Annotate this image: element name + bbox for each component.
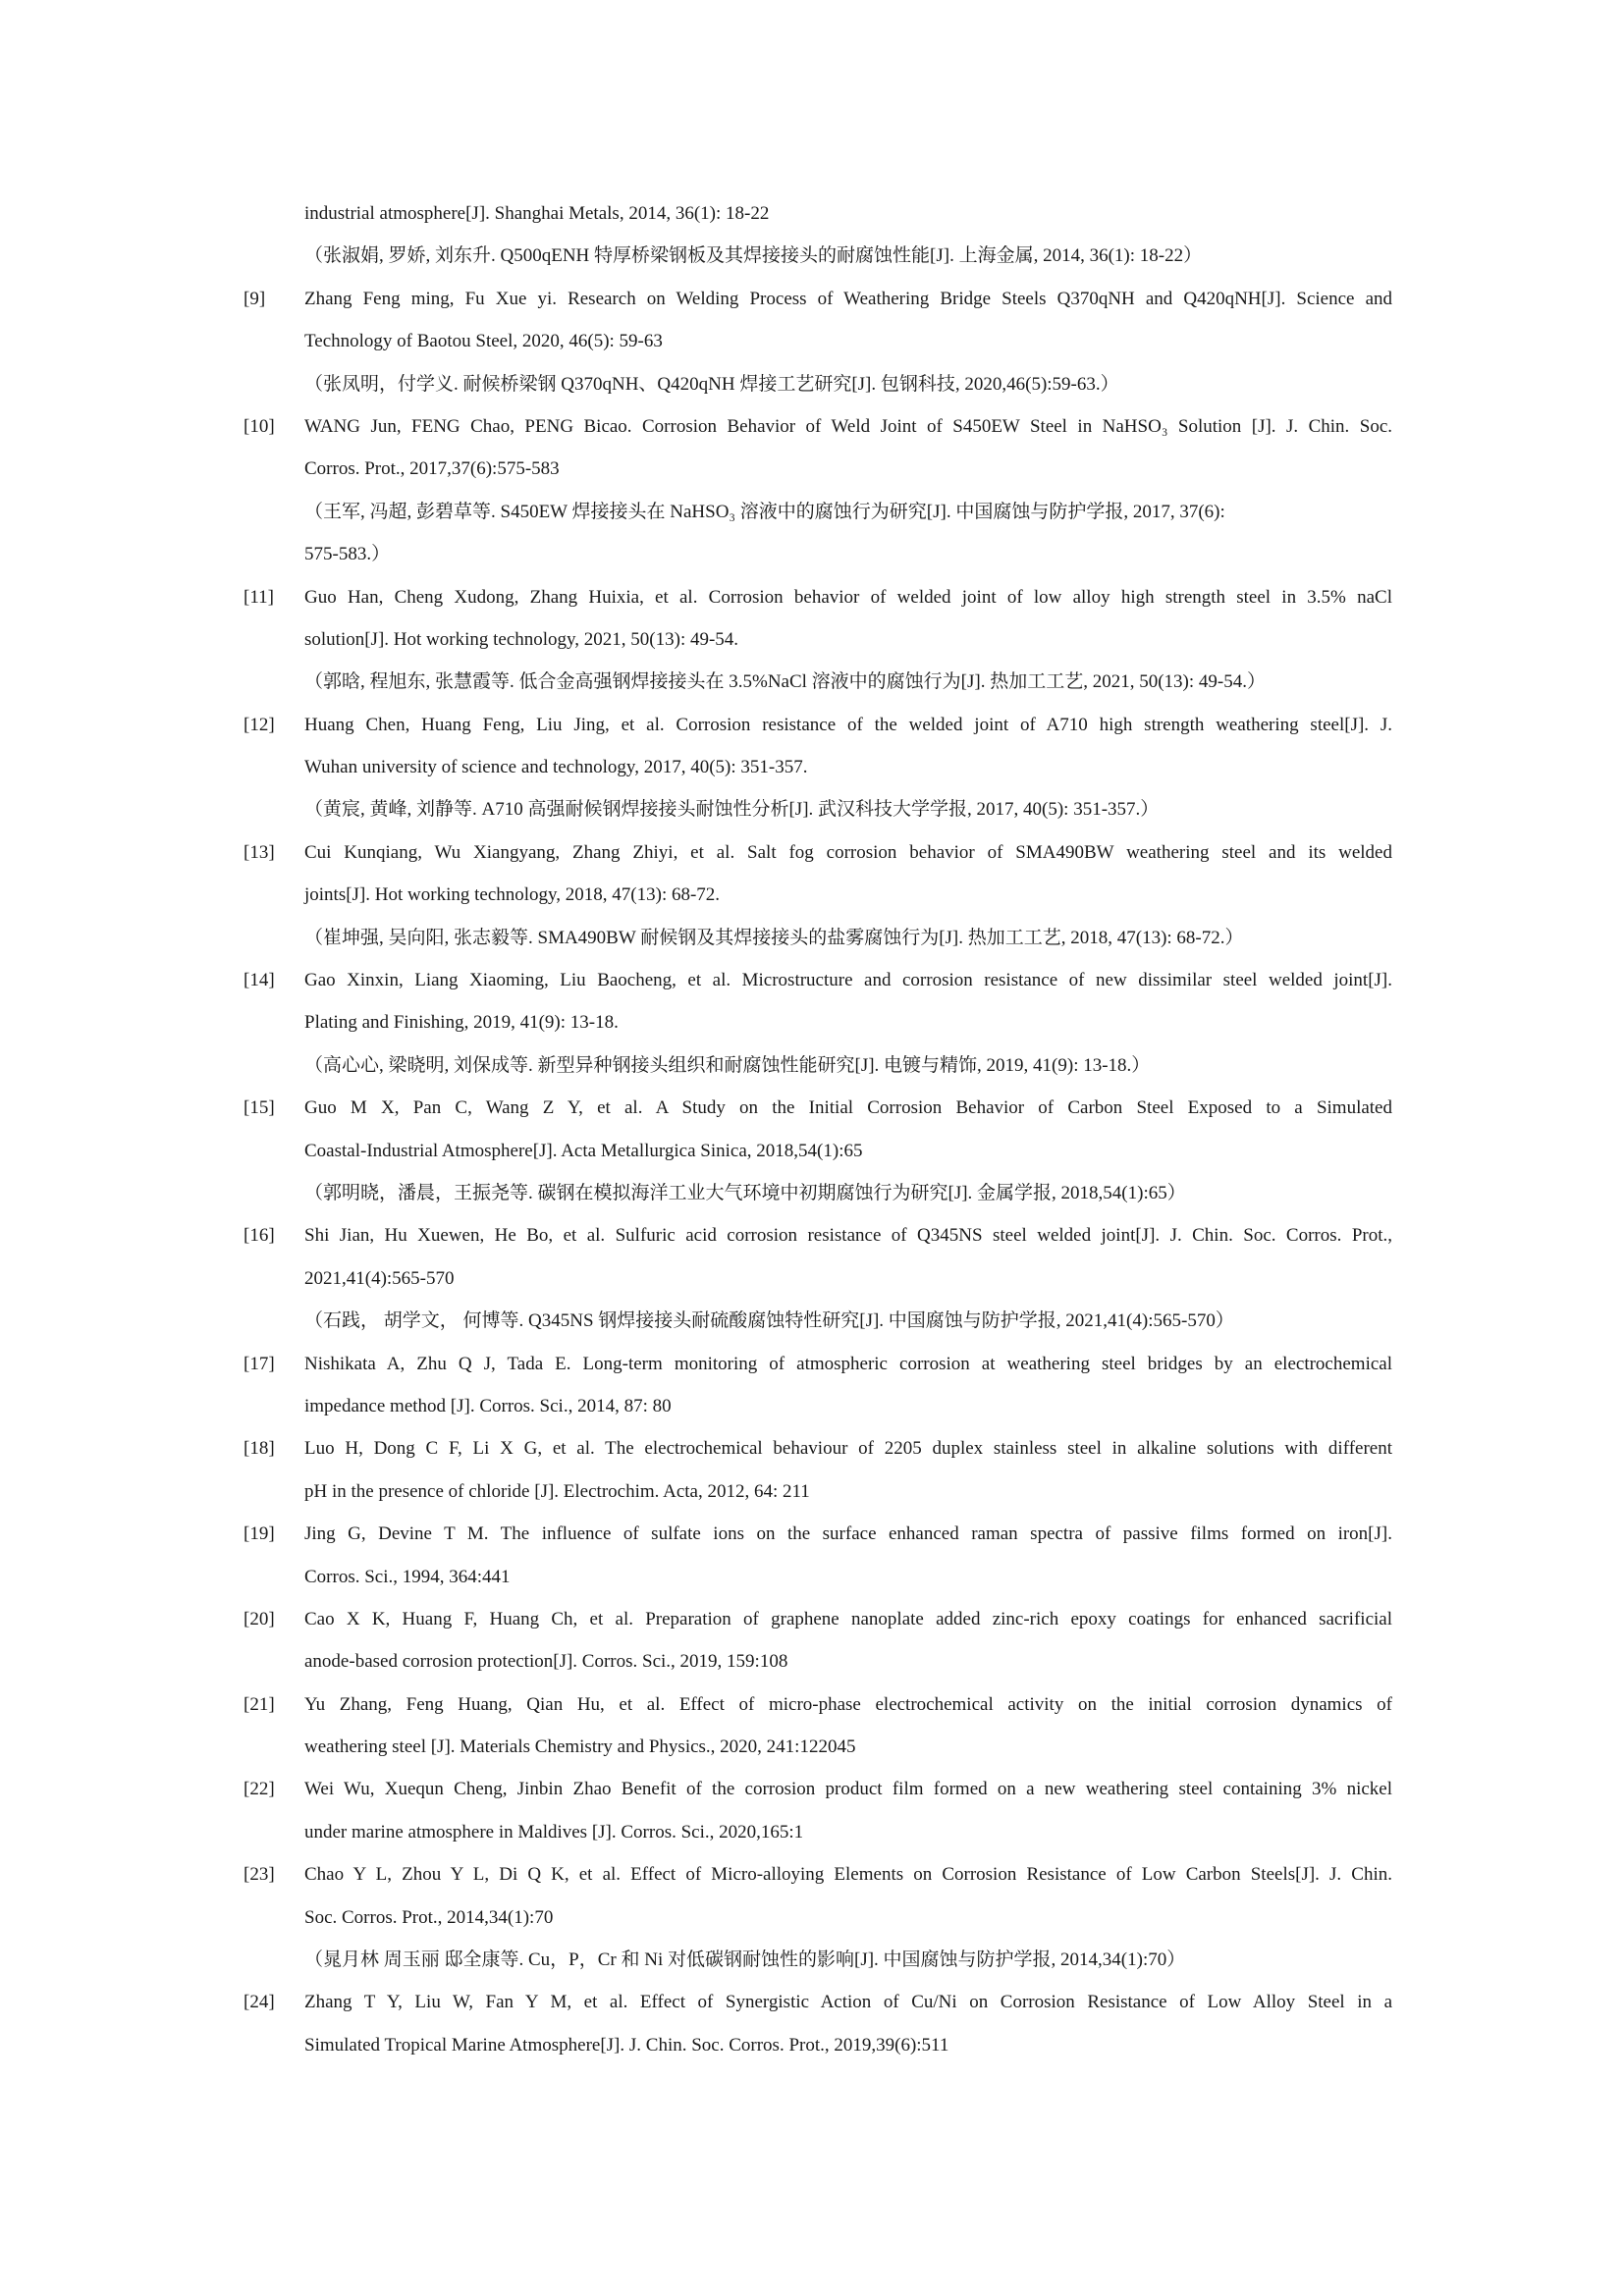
reference-continuation-line: under marine atmosphere in Maldives [J]. Corros. Sci., 2020,165:1 bbox=[304, 1821, 804, 1842]
reference-continuation-line: 575-583.） bbox=[304, 544, 391, 565]
reference-entry-first-line bbox=[244, 1598, 1392, 1640]
reference-number: [18] bbox=[244, 1438, 275, 1460]
reference-chinese-line: （晁月林 周玉丽 邸全康等. Cu，P，Cr 和 Ni 对低碳钢耐蚀性的影响[J]. 中国腐蚀与防护学报, 2014,34(1):70） bbox=[304, 1949, 1186, 1971]
reference-number: [9] bbox=[244, 288, 266, 309]
reference-chinese-line: （张淑娟, 罗娇, 刘东升. Q500qENH 特厚桥梁钢板及其焊接接头的耐腐蚀性能[J]. 上海金属, 2014, 36(1): 18-22） bbox=[304, 245, 1203, 267]
reference-text: Gao Xinxin, Liang Xiaoming, Liu Baocheng, et al. Microstructure and corrosion resistance of new dissimilar steel welded joint[J]. bbox=[304, 970, 1392, 991]
reference-number: [24] bbox=[244, 1992, 275, 2013]
reference-continuation-line: Soc. Corros. Prot., 2014,34(1):70 bbox=[304, 1906, 554, 1928]
reference-text: Huang Chen, Huang Feng, Liu Jing, et al. Corrosion resistance of the welded joint of A710 high strength weathering steel[J]. J. bbox=[304, 714, 1392, 735]
reference-entry-first-line bbox=[244, 1853, 1392, 1896]
reference-number: [10] bbox=[244, 415, 275, 437]
reference-number: [11] bbox=[244, 586, 274, 608]
reference-entry-first-line bbox=[244, 959, 1392, 1001]
reference-entry-first-line bbox=[244, 1768, 1392, 1810]
reference-number: [13] bbox=[244, 841, 275, 863]
reference-continuation-line: Plating and Finishing, 2019, 41(9): 13-18. bbox=[304, 1012, 619, 1034]
reference-continuation-line: 2021,41(4):565-570 bbox=[304, 1267, 455, 1289]
reference-number: [16] bbox=[244, 1225, 275, 1247]
reference-entry-first-line bbox=[244, 1343, 1392, 1385]
reference-continuation-line: industrial atmosphere[J]. Shanghai Metals, 2014, 36(1): 18-22 bbox=[304, 203, 770, 224]
reference-entry-first-line bbox=[244, 1427, 1392, 1469]
reference-text: Shi Jian, Hu Xuewen, He Bo, et al. Sulfuric acid corrosion resistance of Q345NS steel welded joint[J]. J. Chin. Soc. Corros. Prot., bbox=[304, 1225, 1392, 1247]
reference-text: Jing G, Devine T M. The influence of sulfate ions on the surface enhanced raman spectra of passive films formed on iron[J]. bbox=[304, 1523, 1392, 1545]
reference-text: Cao X K, Huang F, Huang Ch, et al. Preparation of graphene nanoplate added zinc-rich epoxy coatings for enhanced sacrificial bbox=[304, 1608, 1392, 1629]
reference-text: Zhang T Y, Liu W, Fan Y M, et al. Effect of Synergistic Action of Cu/Ni on Corrosion Resistance of Low Alloy Steel in a bbox=[304, 1992, 1392, 2013]
reference-text: Guo Han, Cheng Xudong, Zhang Huixia, et al. Corrosion behavior of welded joint of low alloy high strength steel in 3.5% naCl bbox=[304, 586, 1392, 608]
reference-text: Luo H, Dong C F, Li X G, et al. The electrochemical behaviour of 2205 duplex stainless steel in alkaline solutions with different bbox=[304, 1438, 1392, 1460]
reference-entry-first-line bbox=[244, 831, 1392, 874]
reference-chinese-line: （郭明晓，潘晨，王振尧等. 碳钢在模拟海洋工业大气环境中初期腐蚀行为研究[J]. 金属学报, 2018,54(1):65） bbox=[304, 1182, 1186, 1203]
reference-text: Guo M X, Pan C, Wang Z Y, et al. A Study on the Initial Corrosion Behavior of Carbon Steel Exposed to a Simulated bbox=[304, 1097, 1392, 1119]
reference-text: Chao Y L, Zhou Y L, Di Q K, et al. Effect of Micro-alloying Elements on Corrosion Resistance of Low Carbon Steels[J]. J. Chin. bbox=[304, 1864, 1392, 1886]
reference-number: [23] bbox=[244, 1864, 275, 1886]
reference-number: [15] bbox=[244, 1097, 275, 1119]
reference-continuation-line: Technology of Baotou Steel, 2020, 46(5): 59-63 bbox=[304, 331, 663, 352]
reference-text: Zhang Feng ming, Fu Xue yi. Research on Welding Process of Weathering Bridge Steels Q370qNH and Q420qNH[J]. Science and bbox=[304, 288, 1392, 309]
reference-continuation-line: impedance method [J]. Corros. Sci., 2014, 87: 80 bbox=[304, 1395, 672, 1416]
reference-chinese-line: （石践， 胡学文， 何博等. Q345NS 钢焊接接头耐硫酸腐蚀特性研究[J]. 中国腐蚀与防护学报, 2021,41(4):565-570） bbox=[304, 1310, 1234, 1332]
reference-continuation-line: weathering steel [J]. Materials Chemistry and Physics., 2020, 241:122045 bbox=[304, 1736, 856, 1758]
reference-entry-first-line bbox=[244, 576, 1392, 618]
reference-number: [20] bbox=[244, 1608, 275, 1629]
reference-entry-first-line bbox=[244, 1087, 1392, 1129]
reference-text: WANG Jun, FENG Chao, PENG Bicao. Corrosion Behavior of Weld Joint of S450EW Steel in NaHSO₃ Solution [J]. J. Chin. Soc. bbox=[304, 415, 1392, 437]
reference-continuation-line: pH in the presence of chloride [J]. Electrochim. Acta, 2012, 64: 211 bbox=[304, 1480, 810, 1502]
reference-number: [21] bbox=[244, 1693, 275, 1715]
reference-chinese-line: （高心心, 梁晓明, 刘保成等. 新型异种钢接头组织和耐腐蚀性能研究[J]. 电镀与精饰, 2019, 41(9): 13-18.） bbox=[304, 1054, 1151, 1076]
reference-text: Cui Kunqiang, Wu Xiangyang, Zhang Zhiyi, et al. Salt fog corrosion behavior of SMA490BW weathering steel and its welded bbox=[304, 841, 1392, 863]
reference-list bbox=[244, 192, 1392, 2066]
reference-entry-first-line bbox=[244, 1683, 1392, 1726]
reference-number: [19] bbox=[244, 1523, 275, 1545]
reference-entry-first-line bbox=[244, 1214, 1392, 1256]
reference-text: Nishikata A, Zhu Q J, Tada E. Long-term monitoring of atmospheric corrosion at weathering steel bridges by an electrochemical bbox=[304, 1353, 1392, 1374]
reference-chinese-line: （张凤明，付学义. 耐候桥梁钢 Q370qNH、Q420qNH 焊接工艺研究[J]. 包钢科技, 2020,46(5):59-63.） bbox=[304, 373, 1119, 395]
reference-chinese-line: （崔坤强, 吴向阳, 张志毅等. SMA490BW 耐候钢及其焊接接头的盐雾腐蚀行为[J]. 热加工工艺, 2018, 47(13): 68-72.） bbox=[304, 927, 1244, 948]
reference-entry-first-line bbox=[244, 704, 1392, 746]
reference-entry-first-line bbox=[244, 278, 1392, 320]
reference-continuation-line: solution[J]. Hot working technology, 2021, 50(13): 49-54. bbox=[304, 628, 739, 650]
reference-text: Yu Zhang, Feng Huang, Qian Hu, et al. Effect of micro-phase electrochemical activity on the initial corrosion dynamics of bbox=[304, 1693, 1392, 1715]
reference-continuation-line: joints[J]. Hot working technology, 2018, 47(13): 68-72. bbox=[304, 884, 721, 906]
reference-entry-first-line bbox=[244, 1513, 1392, 1555]
reference-number: [22] bbox=[244, 1779, 275, 1800]
reference-number: [17] bbox=[244, 1353, 275, 1374]
reference-continuation-line: Corros. Prot., 2017,37(6):575-583 bbox=[304, 458, 560, 480]
reference-continuation-line: Corros. Sci., 1994, 364:441 bbox=[304, 1566, 511, 1587]
reference-entry-first-line bbox=[244, 405, 1392, 448]
reference-chinese-line: （郭晗, 程旭东, 张慧霞等. 低合金高强钢焊接接头在 3.5%NaCl 溶液中的腐蚀行为[J]. 热加工工艺, 2021, 50(13): 49-54.） bbox=[304, 671, 1266, 693]
reference-number: [14] bbox=[244, 970, 275, 991]
reference-text: Wei Wu, Xuequn Cheng, Jinbin Zhao Benefit of the corrosion product film formed on a new weathering steel containing 3% nickel bbox=[304, 1779, 1392, 1800]
reference-continuation-line: Coastal-Industrial Atmosphere[J]. Acta Metallurgica Sinica, 2018,54(1):65 bbox=[304, 1140, 863, 1161]
reference-continuation-line: Simulated Tropical Marine Atmosphere[J]. J. Chin. Soc. Corros. Prot., 2019,39(6):511 bbox=[304, 2034, 949, 2056]
reference-entry-first-line bbox=[244, 1981, 1392, 2023]
reference-continuation-line: Wuhan university of science and technology, 2017, 40(5): 351-357. bbox=[304, 757, 808, 778]
reference-chinese-line: （王军, 冯超, 彭碧草等. S450EW 焊接接头在 NaHSO₃ 溶液中的腐蚀行为研究[J]. 中国腐蚀与防护学报, 2017, 37(6): bbox=[304, 501, 1225, 522]
reference-number: [12] bbox=[244, 714, 275, 735]
reference-chinese-line: （黄宸, 黄峰, 刘静等. A710 高强耐候钢焊接接头耐蚀性分析[J]. 武汉科技大学学报, 2017, 40(5): 351-357.） bbox=[304, 799, 1160, 821]
reference-continuation-line: anode-based corrosion protection[J]. Corros. Sci., 2019, 159:108 bbox=[304, 1651, 788, 1673]
